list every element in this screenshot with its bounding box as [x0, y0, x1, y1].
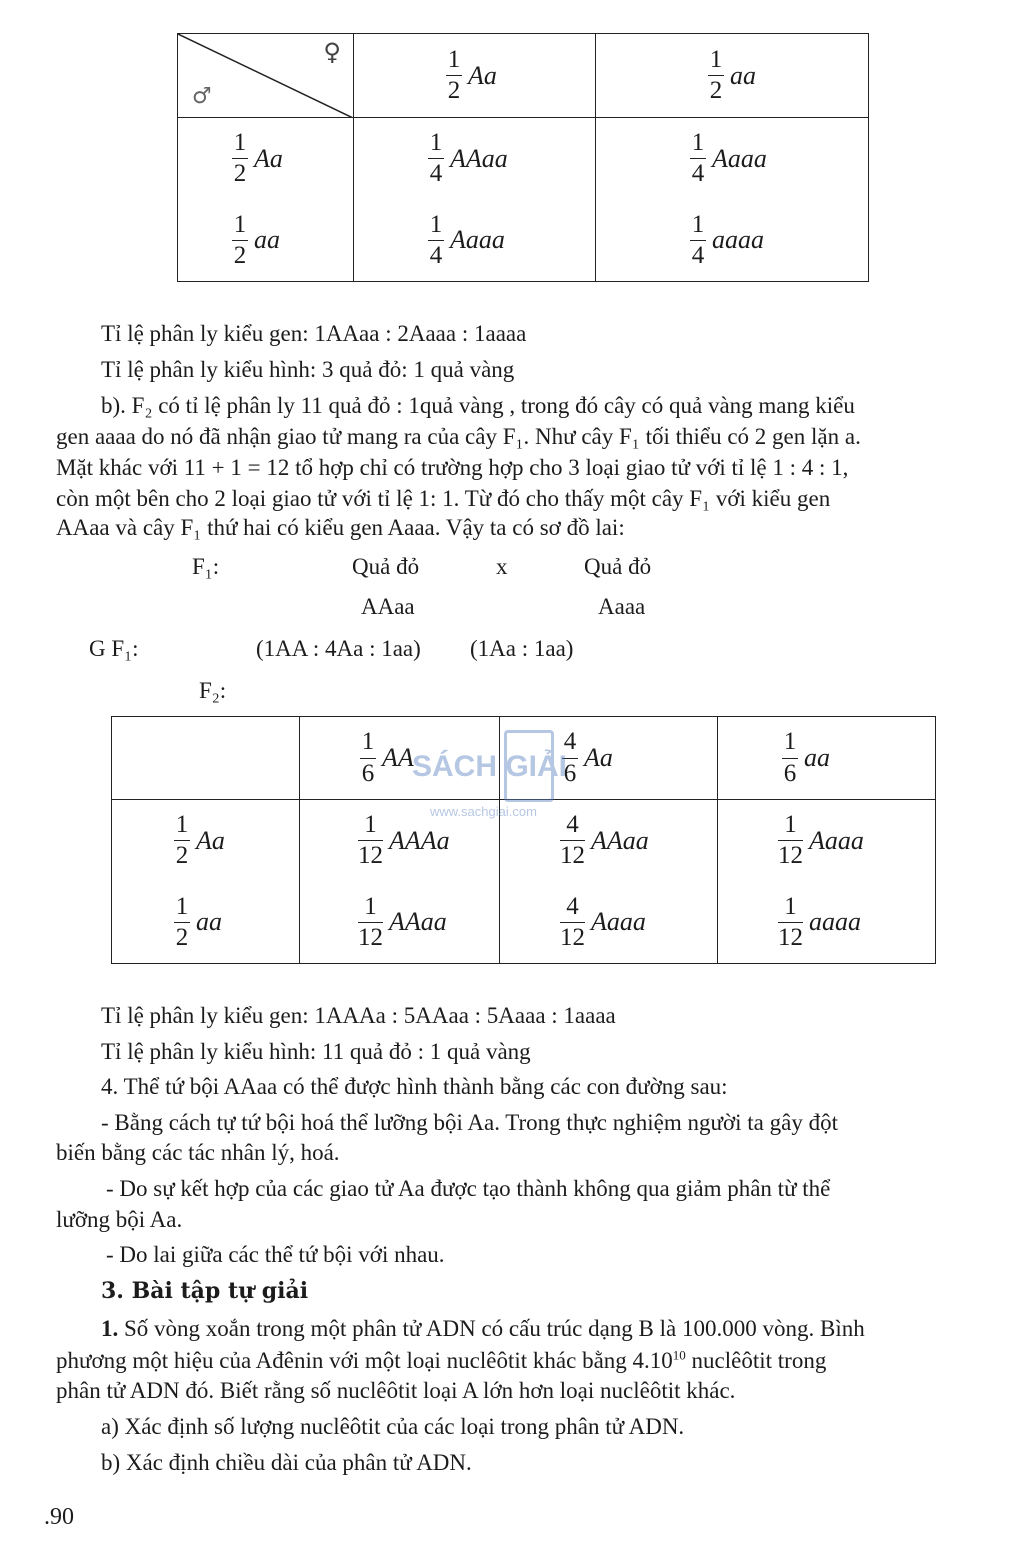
fraction-denominator: 12	[560, 842, 585, 870]
fraction-denominator: 6	[361, 759, 375, 787]
fraction-denominator: 12	[778, 923, 803, 951]
fraction-numerator: 1	[709, 45, 723, 73]
f2-label: F₂:	[199, 678, 227, 703]
parent1-genotype: AAaa	[361, 594, 415, 619]
female-symbol-icon: ♀	[323, 38, 341, 66]
genotype-label: aa	[254, 225, 280, 255]
genotype-label: aa	[196, 907, 222, 937]
genotype-label: Aa	[468, 60, 497, 90]
genotype-ratio-2: Tỉ lệ phân ly kiểu gen: 1AAAa : 5AAaa : 5Aaaa : 1aaaa	[101, 1003, 616, 1028]
para-b-line-2: gen aaaa do nó đã nhận giao tử mang ra của cây F₁. Như cây F₁ tối thiểu có 2 gen lặn a.	[56, 424, 861, 449]
genotype-ratio-1: Tỉ lệ phân ly kiểu gen: 1AAaa : 2Aaaa : 1aaaa	[101, 321, 527, 346]
table1-col-header-1	[354, 34, 596, 118]
fraction-denominator: 2	[175, 842, 189, 870]
fraction-denominator: 12	[778, 842, 803, 870]
phenotype-ratio-2: Tỉ lệ phân ly kiểu hình: 11 quả đỏ : 1 quả vàng	[101, 1039, 531, 1064]
table2-col-2-cells	[500, 800, 718, 964]
fraction-numerator: 1	[447, 45, 461, 73]
fraction-denominator: 2	[233, 160, 247, 188]
genotype-label: aaaa	[712, 225, 764, 255]
genotype-label: AAaa	[450, 143, 508, 173]
way-1-line-2: biến bằng các tác nhân lý, hoá.	[56, 1140, 340, 1165]
genotype-label: Aaaa	[712, 143, 767, 173]
fraction-numerator: 1	[233, 129, 247, 156]
fraction-numerator: 1	[175, 892, 189, 920]
table2-col-header-3	[718, 717, 936, 800]
fraction-numerator: 1	[233, 210, 247, 238]
table2-row-headers	[112, 800, 300, 964]
parent2-phenotype: Quả đỏ	[584, 554, 652, 579]
fraction-numerator: 1	[784, 892, 797, 920]
genotype-label: Aa	[196, 825, 225, 855]
fraction-denominator: 4	[429, 160, 443, 188]
fraction-denominator: 2	[175, 923, 189, 951]
fraction-denominator: 6	[783, 759, 797, 787]
phenotype-ratio-1: Tỉ lệ phân ly kiểu hình: 3 quả đỏ: 1 quả vàng	[101, 357, 515, 382]
exercise-1-line-2	[56, 1346, 826, 1376]
genotype-label: AA	[382, 743, 414, 772]
genotype-label: Aaaa	[809, 825, 864, 855]
fraction-numerator: 1	[784, 811, 797, 838]
fraction-numerator: 1	[364, 811, 377, 838]
fraction-numerator: 1	[361, 728, 375, 756]
section-heading: 3. Bài tập tự giải	[101, 1278, 309, 1304]
fraction-numerator: 4	[566, 811, 579, 838]
gametes-label: G F₁:	[89, 636, 139, 661]
table1-col-2-cells	[596, 118, 869, 282]
fraction-denominator: 12	[358, 923, 383, 951]
fraction-denominator: 4	[691, 241, 705, 269]
table1-corner-cell	[178, 34, 354, 118]
parent2-genotype: Aaaa	[598, 594, 646, 619]
way-3: - Do lai giữa các thể tứ bội với nhau.	[106, 1242, 445, 1267]
exercise-1-line-1	[101, 1314, 865, 1344]
cross-sign: x	[496, 554, 508, 579]
watermark-url: www.sachgiai.com	[430, 804, 537, 819]
table1-row-headers	[178, 118, 354, 282]
fraction-denominator: 4	[429, 241, 443, 269]
exercise-1-part-b: b) Xác định chiều dài của phân tử ADN.	[101, 1450, 472, 1475]
fraction-numerator: 4	[563, 728, 577, 756]
fraction-numerator: 1	[691, 129, 705, 156]
fraction-denominator: 6	[563, 759, 577, 787]
parent1-phenotype: Quả đỏ	[352, 554, 420, 579]
para-b-line-5: AAaa và cây F₁ thứ hai có kiểu gen Aaaa. Vậy ta có sơ đồ lai:	[56, 515, 625, 540]
exponent: 10	[672, 1347, 686, 1363]
fraction-numerator: 1	[429, 210, 443, 238]
genotype-label: aa	[730, 60, 756, 90]
genotype-label: Aaaa	[450, 225, 505, 255]
punnett-table-1	[177, 33, 869, 282]
para-b-line-3: Mặt khác với 11 + 1 = 12 tổ hợp chỉ có trường hợp cho 3 loại giao tử với tỉ lệ 1 : 4 : 1,	[56, 455, 849, 480]
genotype-label: AAaa	[591, 825, 649, 855]
fraction-denominator: 4	[691, 160, 705, 188]
f1-label: F₁:	[192, 554, 220, 579]
genotype-label: aaaa	[809, 907, 861, 937]
fraction-numerator: 1	[364, 892, 377, 920]
table1-col-1-cells	[354, 118, 596, 282]
fraction-numerator: 1	[429, 129, 443, 156]
question-4: 4. Thể tứ bội AAaa có thể được hình thành bằng các con đường sau:	[101, 1074, 728, 1099]
genotype-label: Aaaa	[591, 907, 646, 937]
fraction-numerator: 1	[783, 728, 797, 756]
exercise-1-text-a: phương một hiệu của Ađênin với một loại nuclêôtit khác bằng 4.10	[56, 1348, 673, 1373]
table2-corner-cell	[112, 717, 300, 800]
gametes-parent1: (1AA : 4Aa : 1aa)	[256, 636, 421, 661]
genotype-label: Aa	[254, 143, 283, 173]
way-1-line-1: - Bằng cách tự tứ bội hoá thể lưỡng bội Aa. Trong thực nghiệm người ta gây đột	[101, 1110, 838, 1135]
exercise-1-text-b: nuclêôtit trong	[685, 1348, 827, 1373]
table1-col-header-2	[596, 34, 869, 118]
way-2-line-2: lưỡng bội Aa.	[56, 1207, 183, 1232]
table2-col-1-cells	[300, 800, 500, 964]
gametes-parent2: (1Aa : 1aa)	[470, 636, 574, 661]
fraction-denominator: 2	[709, 77, 723, 104]
genotype-label: AAaa	[389, 907, 447, 937]
fraction-denominator: 2	[233, 241, 247, 269]
para-b-line-1: b). F₂ có tỉ lệ phân ly 11 quả đỏ : 1quả vàng , trong đó cây có quả vàng mang kiểu	[101, 393, 855, 418]
exercise-1-text: Số vòng xoắn trong một phân tử ADN có cấu trúc dạng B là 100.000 vòng. Bình	[118, 1316, 865, 1341]
fraction-numerator: 4	[566, 892, 579, 920]
watermark-logo	[408, 730, 618, 820]
exercise-number: 1.	[101, 1316, 119, 1341]
genotype-label: Aa	[584, 743, 613, 772]
fraction-numerator: 1	[175, 811, 189, 838]
way-2-line-1: - Do sự kết hợp của các giao tử Aa được tạo thành không qua giảm phân từ thể	[106, 1176, 831, 1201]
watermark-brand: SÁCH GIẢI	[412, 750, 568, 783]
fraction-numerator: 1	[691, 210, 705, 238]
genotype-label: aa	[804, 743, 830, 772]
table2-col-3-cells	[718, 800, 936, 964]
page-number: .90	[44, 1504, 74, 1530]
exercise-1-line-3: phân tử ADN đó. Biết rằng số nuclêôtit loại A lớn hơn loại nuclêôtit khác.	[56, 1378, 736, 1403]
exercise-1-part-a: a) Xác định số lượng nuclêôtit của các loại trong phân tử ADN.	[101, 1414, 685, 1439]
fraction-denominator: 12	[560, 923, 585, 951]
male-symbol-icon: ♂	[192, 84, 212, 109]
para-b-line-4: còn một bên cho 2 loại giao tử với tỉ lệ 1: 1. Từ đó cho thấy một cây F₁ với kiểu gen	[56, 486, 831, 511]
fraction-denominator: 2	[447, 77, 461, 104]
genotype-label: AAAa	[389, 825, 450, 855]
fraction-denominator: 12	[358, 842, 383, 870]
